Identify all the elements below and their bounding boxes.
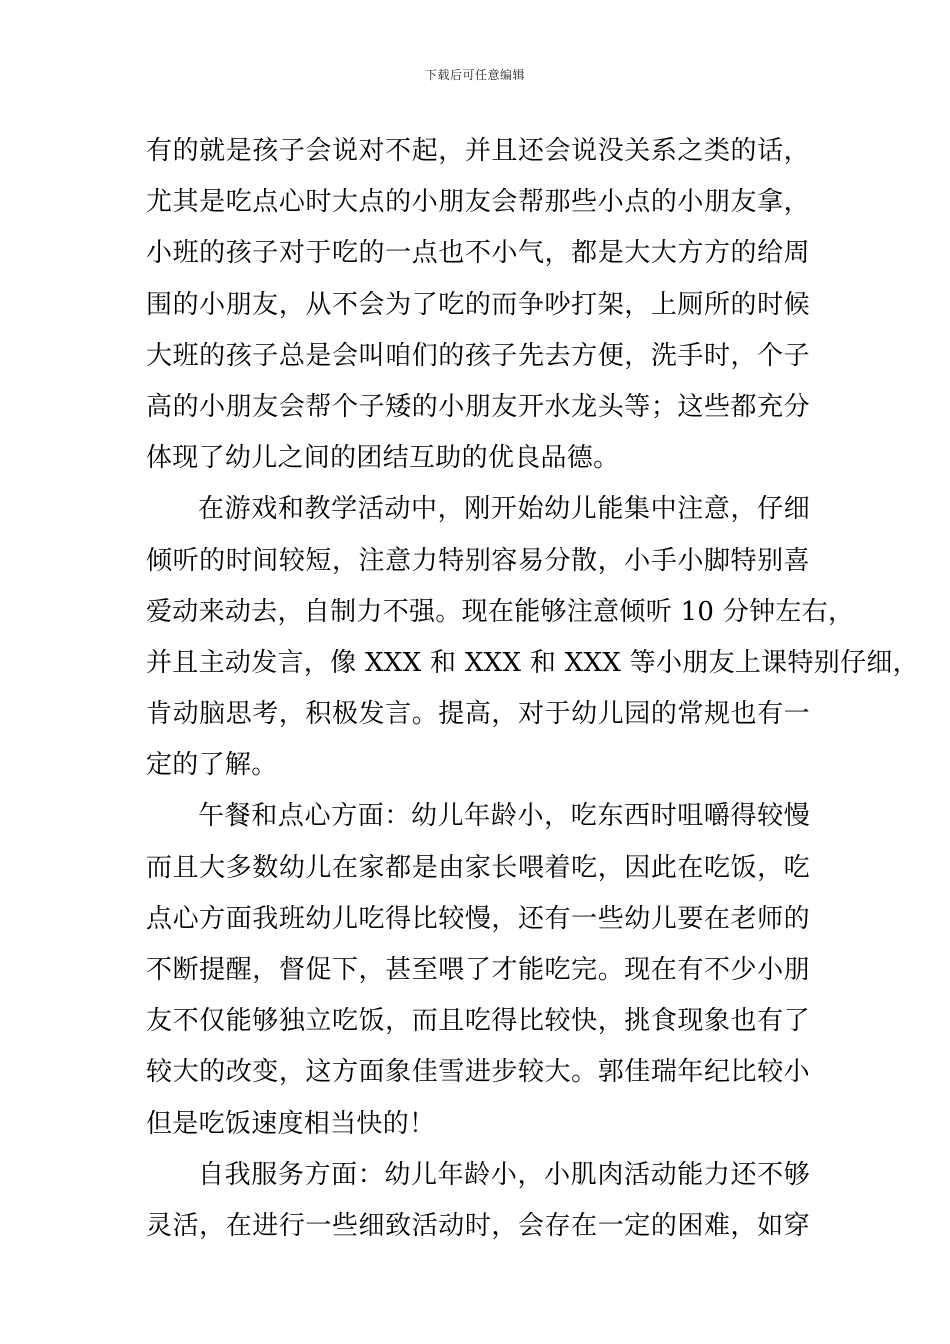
text-line: 小班的孩子对于吃的一点也不小气，都是大大方方的给周 <box>146 238 810 269</box>
text-line: 爱动来动去，自制力不强。现在能够注意倾听 10 分钟左右， <box>146 596 855 627</box>
text-line: 并且主动发言，像 XXX 和 XXX 和 XXX 等小朋友上课特别仔细， <box>146 647 919 678</box>
text-line: 但是吃饭速度相当快的！ <box>146 1108 436 1139</box>
paragraph <box>146 126 810 484</box>
text-line: 自我服务方面：幼儿年龄小，小肌肉活动能力还不够 <box>198 1159 810 1190</box>
text-line: 友不仅能够独立吃饭，而且吃得比较快，挑食现象也有了 <box>146 1006 810 1037</box>
text-line: 而且大多数幼儿在家都是由家长喂着吃，因此在吃饭，吃 <box>146 852 810 883</box>
body-text <box>146 126 919 1252</box>
text-line: 较大的改变，这方面象佳雪进步较大。郭佳瑞年纪比较小 <box>146 1057 810 1088</box>
header-note: 下载后可任意编辑 <box>424 68 525 82</box>
text-line: 点心方面我班幼儿吃得比较慢，还有一些幼儿要在老师的 <box>146 903 810 934</box>
text-line: 午餐和点心方面：幼儿年龄小，吃东西时咀嚼得较慢 <box>198 801 810 832</box>
text-line: 高的小朋友会帮个子矮的小朋友开水龙头等；这些都充分 <box>146 391 810 422</box>
text-line: 体现了幼儿之间的团结互助的优良品德。 <box>146 443 620 474</box>
text-line: 在游戏和教学活动中，刚开始幼儿能集中注意，仔细 <box>198 494 810 525</box>
text-line: 定的了解。 <box>146 750 278 781</box>
text-line: 围的小朋友，从不会为了吃的而争吵打架，上厕所的时候 <box>146 289 810 320</box>
text-line: 肯动脑思考，积极发言。提高，对于幼儿园的常规也有一 <box>146 699 810 730</box>
text-line: 灵活，在进行一些细致活动时，会存在一定的困难，如穿 <box>146 1210 810 1241</box>
paragraph <box>146 791 810 1149</box>
text-line: 大班的孩子总是会叫咱们的孩子先去方便，洗手时，个子 <box>146 340 810 371</box>
text-line: 尤其是吃点心时大点的小朋友会帮那些小点的小朋友拿， <box>146 187 810 218</box>
text-line: 有的就是孩子会说对不起，并且还会说没关系之类的话， <box>146 136 810 166</box>
paragraph <box>146 484 919 791</box>
text-line: 倾听的时间较短，注意力特别容易分散，小手小脚特别喜 <box>146 545 810 576</box>
text-line: 不断提醒，督促下，甚至喂了才能吃完。现在有不少小朋 <box>146 955 810 985</box>
paragraph <box>146 1150 810 1252</box>
